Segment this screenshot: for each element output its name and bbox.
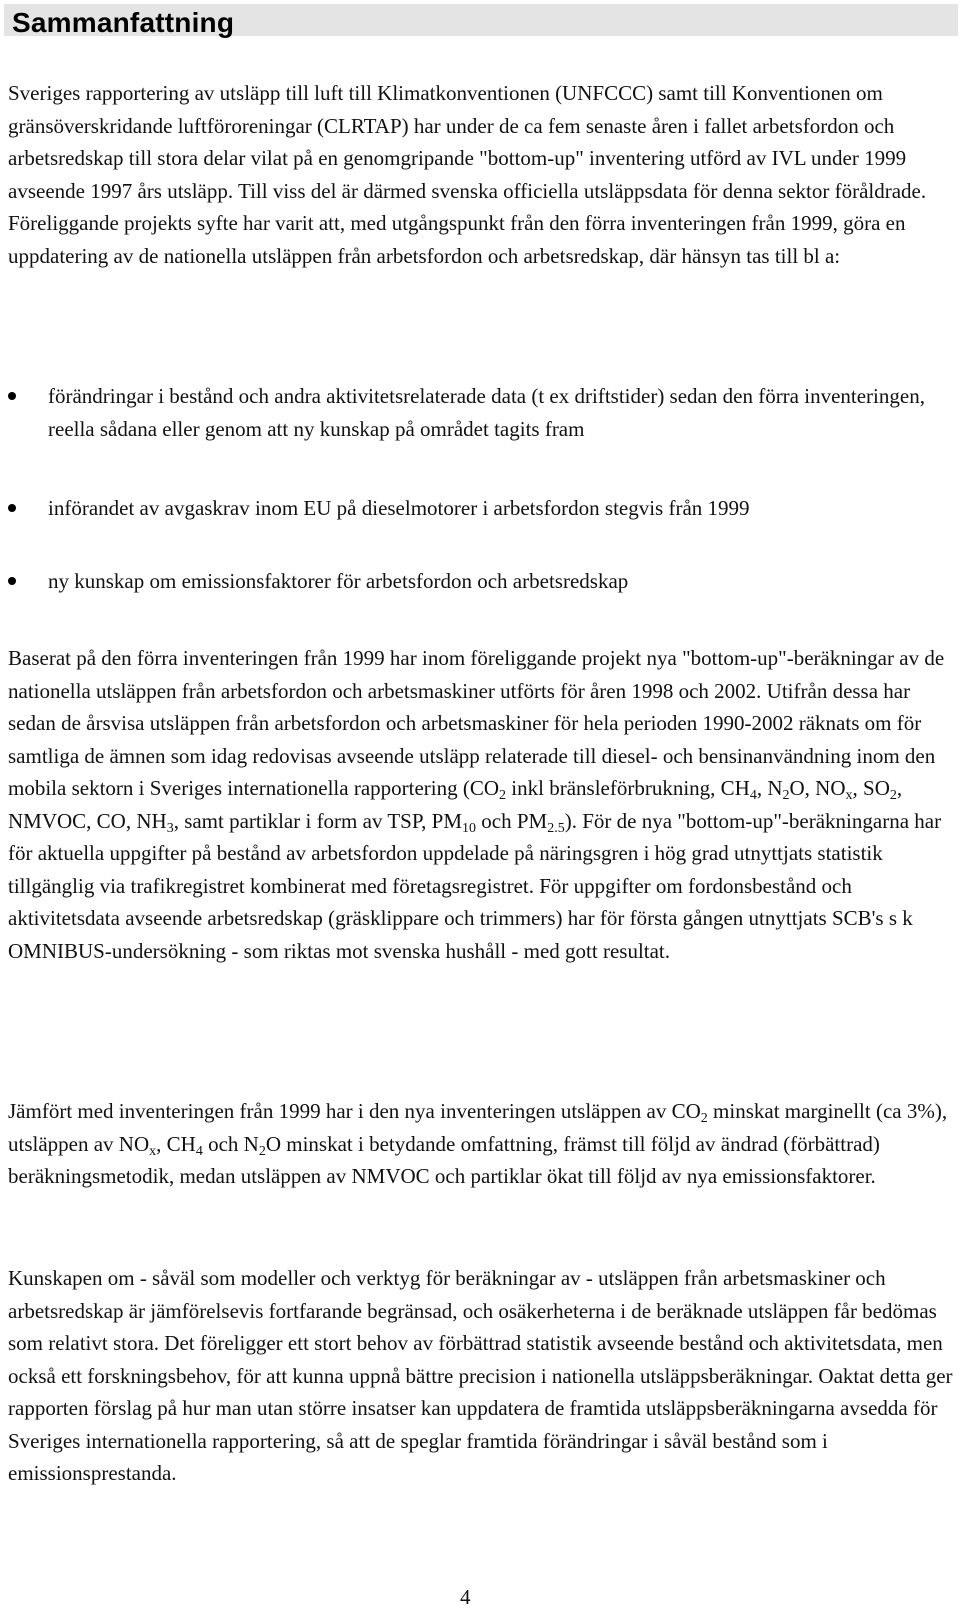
paragraph-text: Sveriges rapportering av utsläpp till luft till Klimatkonventionen (UNFCCC) samt till Konventionen om gränsöverskridande luftföroreningar (CLRTAP) har under de ca fem senaste åren i fallet arbetsfordon och arbetsredskap till stora delar vilat på en genomgripande "bottom-up" inventering utförd av IVL under 1999 avseende 1997 års utsläpp. Till viss del är därmed svenska officiella utsläppsdata för denna sektor föråldrade. Föreliggande projekts syfte har varit att, med utgångspunkt från den förra inventeringen från 1999, göra en uppdatering av de nationella utsläppen från arbetsfordon och arbetsredskap, där hänsyn tas till bl a: xyxy=(8,81,927,268)
paragraph-text: och PM xyxy=(476,808,548,833)
paragraph-text: minskat marginellt (ca 3%), utsläppen av NO xyxy=(8,1099,948,1156)
paragraph-intro xyxy=(8,77,958,272)
paragraph-text: ). För de nya "bottom-up"-beräkningarna har för aktuella uppgifter på bestånd av arbetsfordon uppdelade på näringsgren i hög grad utnyttjats statistik tillgänglig via trafikregistret kombinerat med företagsregistret. För uppgifter om fordonsbestånd och aktivitetsdata avseende arbetsredskap (gräsklippare och trimmers) har för första gången utnyttjats SCB's s k OMNIBUS-undersökning - som riktas mot svenska hushåll - med gott resultat. xyxy=(8,808,942,963)
paragraph-comparison xyxy=(8,1095,958,1193)
subscript: 4 xyxy=(195,1143,203,1159)
subscript: x xyxy=(149,1143,157,1159)
paragraph-knowledge xyxy=(8,1262,958,1490)
paragraph-text: , N xyxy=(756,776,783,800)
subscript: x xyxy=(845,788,853,803)
paragraph-text: inkl bränsleförbrukning, CH xyxy=(506,776,750,800)
paragraph-text: Kunskapen om - såväl som modeller och verktyg för beräkningar av - utsläppen från arbetsmaskiner och arbetsredskap är jämförelsevis fortfarande begränsad, och osäkerheterna i de beräknade utsläppen får bedömas som relativt stora. Det föreligger ett stort behov av förbättrad statistik avseende bestånd och aktivitetsdata, men också ett forskningsbehov, för att kunna uppnå bättre precision i nationella utsläppsberäkningar. Oaktat detta ger rapporten förslag på hur man utan större insatser kan uppdatera de framtida utsläppsberäkningarna avsedda för Sveriges internationella rapportering, så att de speglar framtida förändringar i såväl bestånd som i emissionsprestanda. xyxy=(8,1266,953,1485)
subscript: 2 xyxy=(258,1143,266,1159)
list-item-text: ny kunskap om emissionsfaktorer för arbetsfordon och arbetsredskap xyxy=(48,569,629,593)
paragraph-text: O, NO xyxy=(789,776,846,800)
bullet-icon xyxy=(8,392,16,400)
list-item-text: införandet av avgaskrav inom EU på dieselmotorer i arbetsfordon stegvis från 1999 xyxy=(48,496,750,520)
paragraph-text: och N xyxy=(202,1131,259,1156)
paragraph-text: O minskat i betydande omfattning, främst till följd av ändrad (förbättrad) beräkningsmetodik, medan utsläppen av NMVOC och partiklar ökat till följd av nya emissionsfaktorer. xyxy=(8,1131,880,1188)
bullet-icon xyxy=(8,504,16,512)
paragraph-text: Baserat på den förra inventeringen från 1999 har inom föreliggande projekt nya "bottom-up"-beräkningar av de nationella utsläppen från arbetsfordon och arbetsmaskiner utförts för åren 1998 och 2002. Utifrån dessa har sedan de årsvisa utsläppen från arbetsfordon och arbetsmaskiner för hela perioden 1990-2002 räknats om för samtliga de ämnen som idag redovisas avseende utsläpp relaterade till diesel- och bensinanvändning inom den mobila sektorn i Sveriges internationella rapportering (CO xyxy=(8,646,945,800)
subscript: 2 xyxy=(700,1111,708,1126)
section-heading-bar xyxy=(4,4,958,36)
paragraph-text: , SO xyxy=(852,776,890,800)
section-heading: Sammanfattning xyxy=(12,7,235,38)
subscript: 2.5 xyxy=(547,820,565,836)
subscript: 10 xyxy=(462,820,477,836)
subscript: 2 xyxy=(499,788,507,803)
page-number: 4 xyxy=(460,1585,471,1609)
subscript: 4 xyxy=(749,788,757,803)
paragraph-text: , samt partiklar i form av TSP, PM xyxy=(173,808,463,833)
subscript: 2 xyxy=(889,788,897,803)
subscript: 2 xyxy=(782,788,790,803)
paragraph-method xyxy=(8,642,958,967)
paragraph-text: , NMVOC, CO, NH xyxy=(8,776,903,833)
paragraph-text: Jämfört med inventeringen från 1999 har i den nya inventeringen utsläppen av CO xyxy=(8,1099,701,1123)
list-item-text: förändringar i bestånd och andra aktivitetsrelaterade data (t ex driftstider) sedan den förra inventeringen, reella sådana eller genom att ny kunskap på området tagits fram xyxy=(48,384,925,441)
bullet-icon xyxy=(8,577,16,585)
paragraph-text: , CH xyxy=(156,1131,196,1156)
subscript: 3 xyxy=(166,820,174,836)
